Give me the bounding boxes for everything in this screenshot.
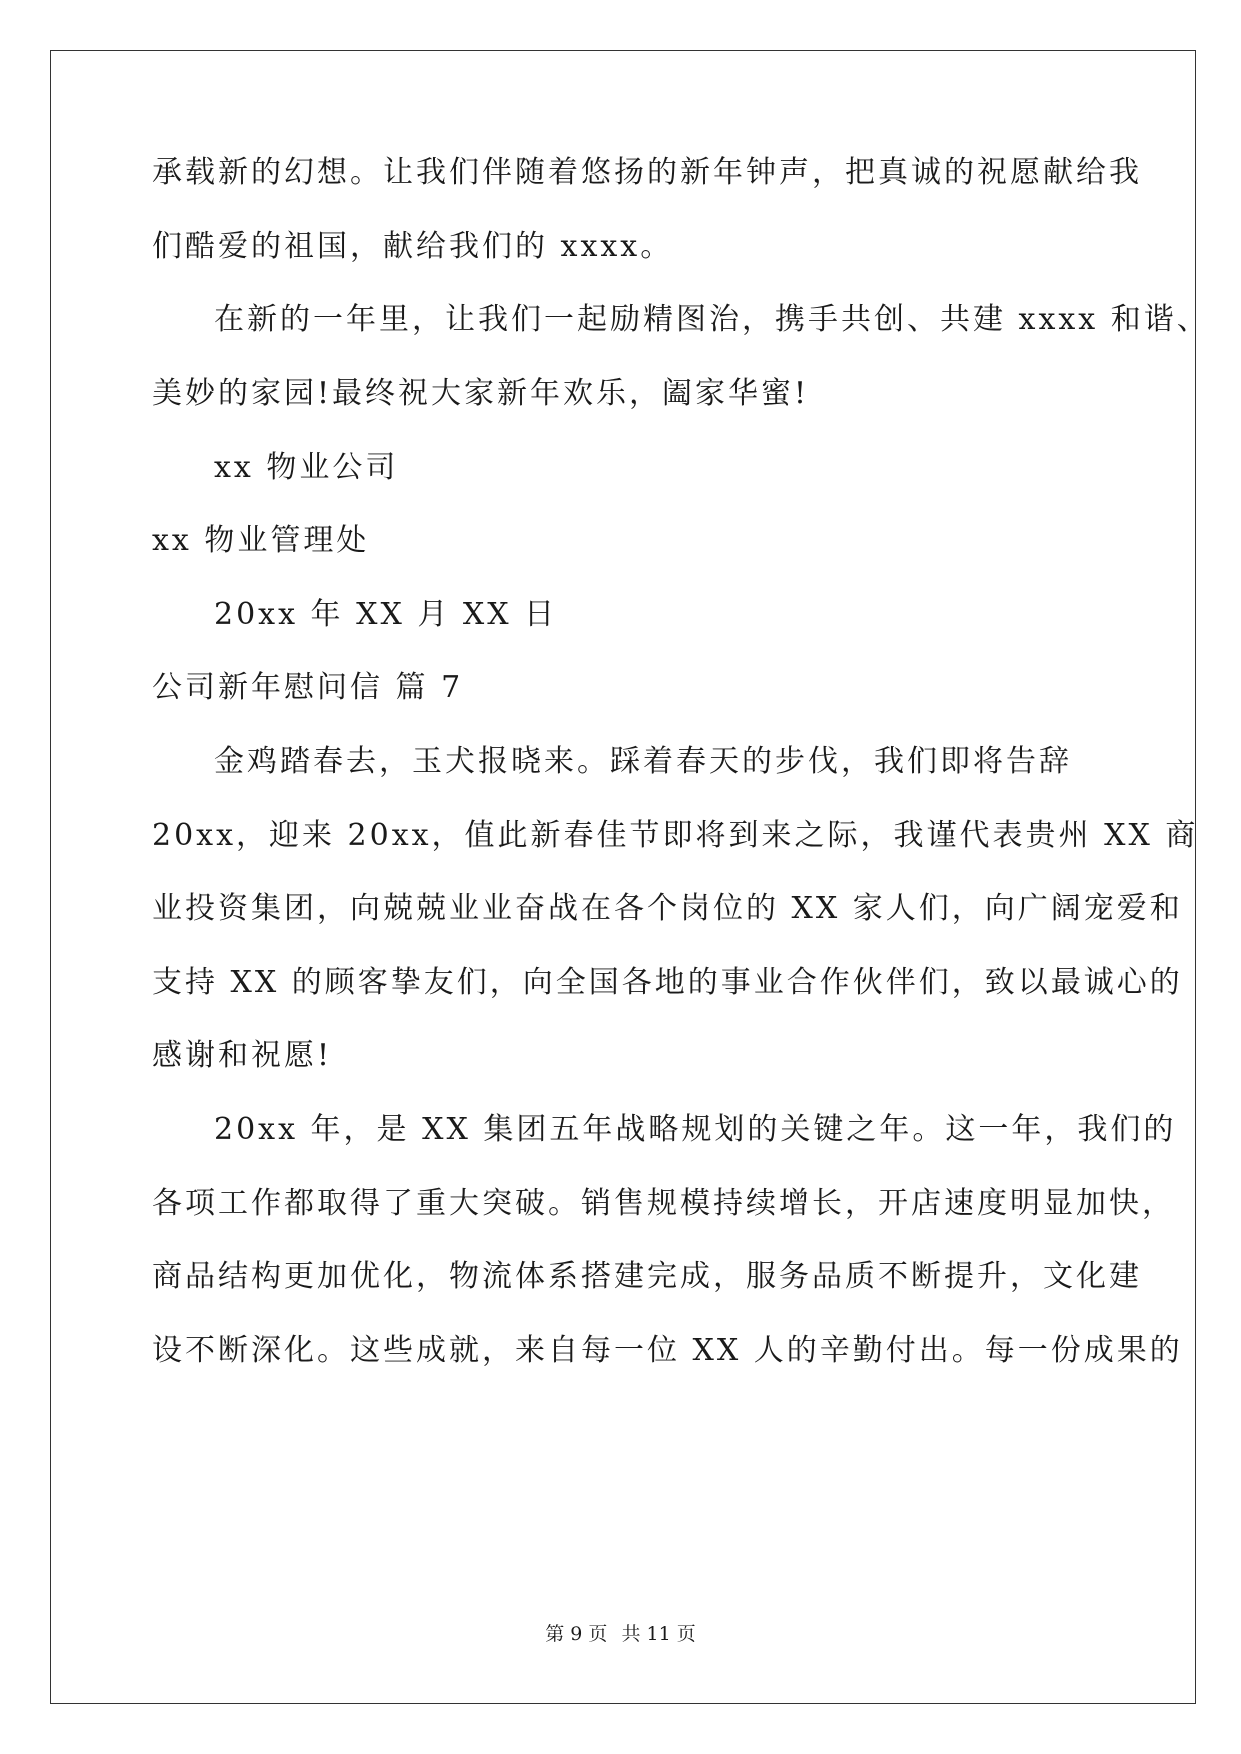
signature-company: xx 物业公司 [214, 450, 399, 485]
paragraph-line: 感谢和祝愿! [152, 1038, 333, 1073]
page-frame [50, 50, 1199, 1704]
paragraph-line: 设不断深化。这些成就，来自每一位 XX 人的辛勤付出。每一份成果的 [152, 1333, 1183, 1368]
paragraph-line: 业投资集团，向兢兢业业奋战在各个岗位的 XX 家人们，向广阔宠爱和 [152, 891, 1183, 926]
page-number: 第 9 页 [545, 1623, 608, 1645]
paragraph-line: 商品结构更加优化，物流体系搭建完成，服务品质不断提升，文化建 [152, 1259, 1142, 1294]
signature-date: 20xx 年 XX 月 XX 日 [214, 597, 558, 632]
paragraph-line: 承载新的幻想。让我们伴随着悠扬的新年钟声，把真诚的祝愿献给我 [152, 155, 1142, 190]
paragraph-line: 支持 XX 的顾客挚友们，向全国各地的事业合作伙伴们，致以最诚心的 [152, 965, 1183, 1000]
paragraph-line: 在新的一年里，让我们一起励精图治，携手共创、共建 xxxx 和谐、 [214, 302, 1210, 337]
section-heading: 公司新年慰问信 篇 7 [152, 670, 464, 705]
signature-office: xx 物业管理处 [152, 523, 370, 558]
paragraph-line: 金鸡踏春去，玉犬报晓来。踩着春天的步伐，我们即将告辞 [214, 744, 1072, 779]
paragraph-line: 各项工作都取得了重大突破。销售规模持续增长，开店速度明显加快， [152, 1186, 1175, 1221]
paragraph-line: 们酷爱的祖国，献给我们的 xxxx。 [152, 229, 674, 264]
page-footer [0, 1622, 1241, 1646]
paragraph-line: 美妙的家园!最终祝大家新年欢乐，阖家华蜜! [152, 376, 810, 411]
page-total: 共 11 页 [621, 1623, 696, 1645]
paragraph-line: 20xx 年，是 XX 集团五年战略规划的关键之年。这一年，我们的 [214, 1112, 1177, 1147]
paragraph-line: 20xx，迎来 20xx，值此新春佳节即将到来之际，我谨代表贵州 XX 商 [152, 818, 1199, 853]
